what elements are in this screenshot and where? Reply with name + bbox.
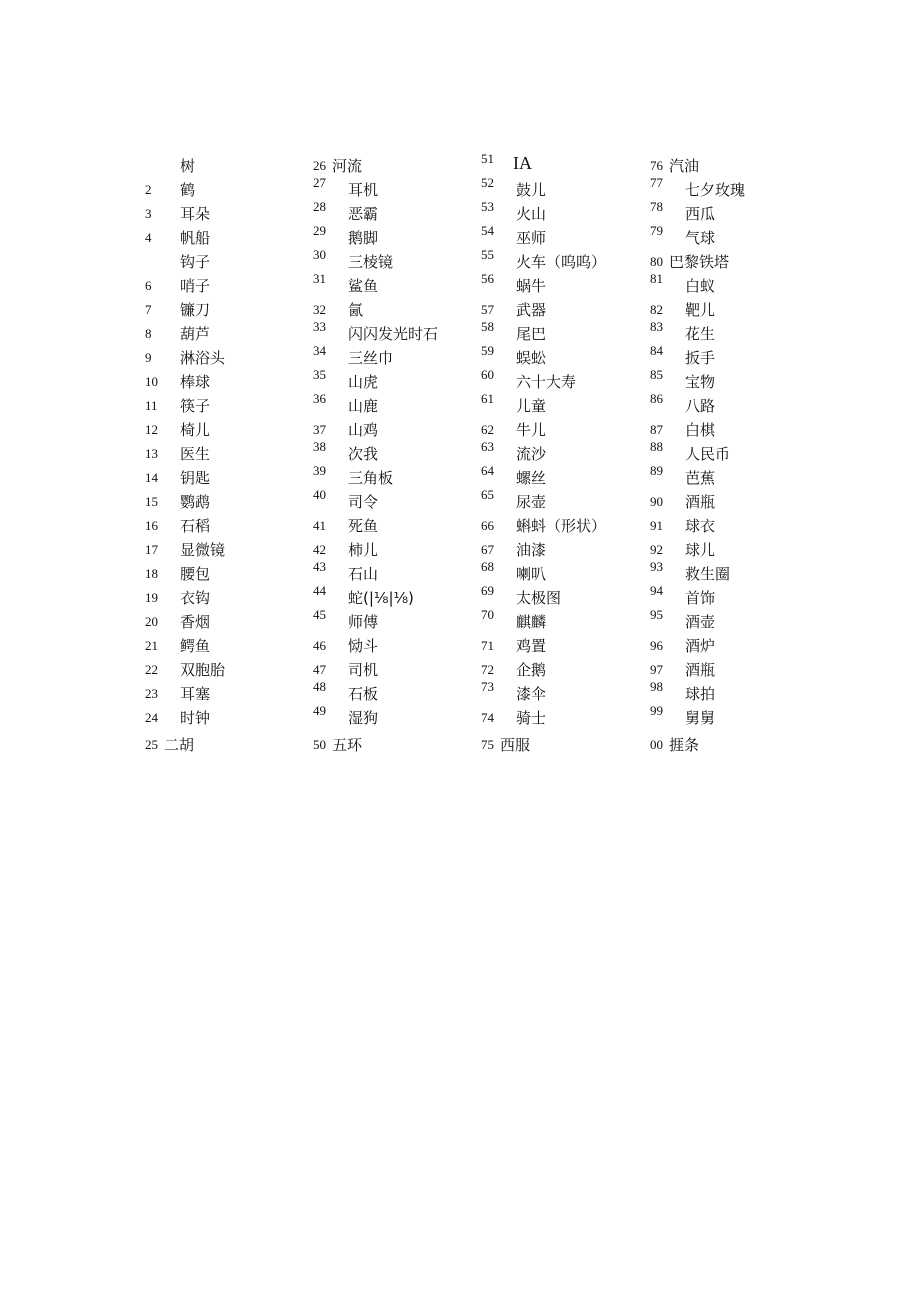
item-number: 29 bbox=[313, 223, 326, 238]
item-number: 75 bbox=[481, 737, 494, 752]
item-number: 28 bbox=[313, 199, 326, 214]
item-word: 恶霸 bbox=[348, 205, 379, 223]
item-number: 60 bbox=[481, 367, 494, 382]
item-word: 武器 bbox=[516, 301, 547, 319]
item-word: 五环 bbox=[332, 736, 363, 754]
item-word: 三角板 bbox=[348, 469, 394, 487]
item-word: 二胡 bbox=[164, 736, 195, 754]
item-number: 4 bbox=[145, 230, 152, 245]
item-number: 95 bbox=[650, 607, 663, 622]
item-number: 35 bbox=[313, 367, 326, 382]
item-word: 三棱镜 bbox=[348, 253, 394, 271]
item-number: 13 bbox=[145, 446, 158, 461]
item-number: 42 bbox=[313, 542, 326, 557]
item-word: 鳄鱼 bbox=[180, 637, 211, 655]
item-number: 18 bbox=[145, 566, 158, 581]
item-word: 石稻 bbox=[180, 517, 211, 535]
item-number: 68 bbox=[481, 559, 494, 574]
item-word: 八路 bbox=[685, 397, 716, 415]
item-word: 火山 bbox=[516, 205, 547, 223]
item-word: 喇叭 bbox=[516, 565, 547, 583]
item-number: 53 bbox=[481, 199, 494, 214]
item-number: 34 bbox=[313, 343, 326, 358]
item-number: 55 bbox=[481, 247, 494, 262]
item-number: 78 bbox=[650, 199, 663, 214]
item-number: 90 bbox=[650, 494, 663, 509]
item-word: 恸斗 bbox=[348, 637, 379, 655]
item-word: 尿壶 bbox=[516, 493, 547, 511]
item-number: 3 bbox=[145, 206, 152, 221]
item-word: 哨子 bbox=[180, 277, 211, 295]
item-number: 10 bbox=[145, 374, 158, 389]
item-number: 80 bbox=[650, 254, 663, 269]
item-number: 93 bbox=[650, 559, 663, 574]
item-word: 蛇(|⅛|⅛) bbox=[348, 589, 414, 607]
item-number: 66 bbox=[481, 518, 494, 533]
item-word: 椅儿 bbox=[180, 421, 211, 439]
item-number: 51 bbox=[481, 151, 494, 166]
item-number: 49 bbox=[313, 703, 326, 718]
item-number: 2 bbox=[145, 182, 152, 197]
item-number: 27 bbox=[313, 175, 326, 190]
item-word: 太极图 bbox=[516, 589, 562, 607]
item-number: 6 bbox=[145, 278, 152, 293]
item-number: 7 bbox=[145, 302, 152, 317]
item-word: 七夕玫瑰 bbox=[685, 181, 746, 199]
item-word: 钩子 bbox=[180, 253, 211, 271]
item-word: IA bbox=[513, 153, 532, 173]
item-number: 25 bbox=[145, 737, 158, 752]
item-word: 钥匙 bbox=[180, 469, 211, 487]
item-number: 67 bbox=[481, 542, 494, 557]
item-word: 山鹿 bbox=[348, 397, 379, 415]
item-number: 82 bbox=[650, 302, 663, 317]
item-word: 师傅 bbox=[348, 613, 379, 631]
item-word: 油漆 bbox=[516, 541, 547, 559]
item-word: 麒麟 bbox=[516, 613, 547, 631]
item-word: 鸡置 bbox=[516, 637, 547, 655]
item-number: 9 bbox=[145, 350, 152, 365]
item-word: 酒壶 bbox=[685, 613, 716, 631]
item-word: 球衣 bbox=[685, 517, 716, 535]
item-word: 蜈蚣 bbox=[516, 349, 547, 367]
item-word: 扳手 bbox=[685, 349, 716, 367]
item-number: 47 bbox=[313, 662, 326, 677]
item-number: 12 bbox=[145, 422, 158, 437]
item-word: 宝物 bbox=[685, 373, 716, 391]
item-number: 45 bbox=[313, 607, 326, 622]
item-number: 94 bbox=[650, 583, 663, 598]
item-number: 24 bbox=[145, 710, 158, 725]
item-word: 酒炉 bbox=[685, 637, 716, 655]
item-number: 40 bbox=[313, 487, 326, 502]
item-word: 企鹅 bbox=[516, 661, 547, 679]
item-word: 螺丝 bbox=[516, 469, 547, 487]
item-word: 花生 bbox=[685, 325, 716, 343]
item-word: 球儿 bbox=[685, 541, 716, 559]
item-word: 尾巴 bbox=[516, 325, 547, 343]
item-word: 西瓜 bbox=[685, 205, 716, 223]
item-word: 人民币 bbox=[685, 445, 731, 463]
item-number: 56 bbox=[481, 271, 494, 286]
item-number: 44 bbox=[313, 583, 326, 598]
item-number: 52 bbox=[481, 175, 494, 190]
item-number: 38 bbox=[313, 439, 326, 454]
item-number: 00 bbox=[650, 737, 663, 752]
item-word: 芭蕉 bbox=[685, 469, 716, 487]
item-word: 首饰 bbox=[685, 589, 716, 607]
item-number: 43 bbox=[313, 559, 326, 574]
item-word: 流沙 bbox=[516, 445, 547, 463]
item-number: 57 bbox=[481, 302, 494, 317]
item-word: 山鸡 bbox=[348, 421, 379, 439]
item-number: 21 bbox=[145, 638, 158, 653]
item-word: 六十大寿 bbox=[516, 373, 577, 391]
item-number: 77 bbox=[650, 175, 663, 190]
item-word: 河流 bbox=[332, 157, 363, 175]
item-number: 14 bbox=[145, 470, 158, 485]
item-word: 西服 bbox=[500, 736, 531, 754]
item-word: 双胞胎 bbox=[180, 661, 226, 679]
item-number: 16 bbox=[145, 518, 158, 533]
item-number: 99 bbox=[650, 703, 663, 718]
item-number: 39 bbox=[313, 463, 326, 478]
item-number: 74 bbox=[481, 710, 494, 725]
item-word: 香烟 bbox=[180, 613, 211, 631]
item-word: 显微镜 bbox=[180, 541, 226, 559]
item-number: 70 bbox=[481, 607, 494, 622]
item-number: 96 bbox=[650, 638, 663, 653]
item-word: 湿狗 bbox=[348, 709, 379, 727]
item-number: 76 bbox=[650, 158, 663, 173]
item-word: 鹦鹉 bbox=[180, 493, 211, 511]
item-number: 30 bbox=[313, 247, 326, 262]
item-word: 医生 bbox=[180, 445, 211, 463]
item-number: 84 bbox=[650, 343, 663, 358]
item-word: 闪闪发光时石 bbox=[348, 325, 439, 343]
item-number: 17 bbox=[145, 542, 158, 557]
item-number: 63 bbox=[481, 439, 494, 454]
item-word: 司令 bbox=[348, 493, 379, 511]
item-number: 97 bbox=[650, 662, 663, 677]
item-number: 71 bbox=[481, 638, 494, 653]
item-word: 酒瓶 bbox=[685, 493, 716, 511]
item-word: 树 bbox=[180, 157, 196, 175]
item-word: 石山 bbox=[348, 565, 379, 583]
item-number: 62 bbox=[481, 422, 494, 437]
item-word: 蝌蚪（形状） bbox=[516, 517, 607, 535]
item-number: 86 bbox=[650, 391, 663, 406]
item-number: 31 bbox=[313, 271, 326, 286]
item-number: 19 bbox=[145, 590, 158, 605]
item-word: 气球 bbox=[685, 229, 716, 247]
item-number: 15 bbox=[145, 494, 158, 509]
item-number: 92 bbox=[650, 542, 663, 557]
item-number: 23 bbox=[145, 686, 158, 701]
item-number: 26 bbox=[313, 158, 326, 173]
item-word: 帆船 bbox=[180, 229, 211, 247]
item-word: 三丝巾 bbox=[348, 349, 394, 367]
item-word: 鹅脚 bbox=[348, 229, 379, 247]
item-number: 20 bbox=[145, 614, 158, 629]
item-word: 牛儿 bbox=[516, 421, 547, 439]
item-word: 漆伞 bbox=[516, 685, 547, 703]
item-number: 91 bbox=[650, 518, 663, 533]
item-word: 救生圈 bbox=[685, 565, 731, 583]
item-word: 司机 bbox=[348, 661, 379, 679]
item-word: 汽油 bbox=[669, 157, 700, 175]
item-word: 耳塞 bbox=[180, 685, 211, 703]
item-word: 耳朵 bbox=[180, 205, 211, 223]
item-number: 64 bbox=[481, 463, 494, 478]
item-word: 氤 bbox=[348, 301, 364, 319]
item-word: 死鱼 bbox=[348, 517, 379, 535]
item-number: 87 bbox=[650, 422, 663, 437]
item-number: 72 bbox=[481, 662, 494, 677]
item-word: 白棋 bbox=[685, 421, 716, 439]
item-word: 儿童 bbox=[516, 397, 547, 415]
item-number: 89 bbox=[650, 463, 663, 478]
item-number: 50 bbox=[313, 737, 326, 752]
item-word: 巴黎铁塔 bbox=[669, 253, 730, 271]
item-number: 83 bbox=[650, 319, 663, 334]
item-word: 骑士 bbox=[516, 709, 547, 727]
item-number: 58 bbox=[481, 319, 494, 334]
item-number: 59 bbox=[481, 343, 494, 358]
item-number: 65 bbox=[481, 487, 494, 502]
item-number: 69 bbox=[481, 583, 494, 598]
item-number: 61 bbox=[481, 391, 494, 406]
item-number: 73 bbox=[481, 679, 494, 694]
item-word: 筷子 bbox=[180, 397, 211, 415]
item-word: 山虎 bbox=[348, 373, 379, 391]
item-number: 48 bbox=[313, 679, 326, 694]
item-number: 37 bbox=[313, 422, 326, 437]
item-word: 石板 bbox=[348, 685, 379, 703]
item-word: 衣钩 bbox=[180, 589, 211, 607]
item-number: 41 bbox=[313, 518, 326, 533]
item-number: 88 bbox=[650, 439, 663, 454]
item-word: 棒球 bbox=[180, 373, 211, 391]
item-word: 耳机 bbox=[348, 181, 379, 199]
item-number: 36 bbox=[313, 391, 326, 406]
item-word: 球拍 bbox=[685, 685, 716, 703]
item-word: 靶儿 bbox=[685, 301, 716, 319]
item-word: 鲨鱼 bbox=[348, 277, 379, 295]
item-number: 22 bbox=[145, 662, 158, 677]
item-number: 54 bbox=[481, 223, 494, 238]
item-word: 腰包 bbox=[180, 565, 211, 583]
item-word: 白蚁 bbox=[685, 277, 716, 295]
item-word: 淋浴头 bbox=[180, 349, 226, 367]
item-word: 葫芦 bbox=[180, 325, 211, 343]
item-number: 32 bbox=[313, 302, 326, 317]
item-number: 33 bbox=[313, 319, 326, 334]
item-word: 舅舅 bbox=[685, 709, 716, 727]
item-word: 酒瓶 bbox=[685, 661, 716, 679]
item-word: 蜗牛 bbox=[516, 277, 547, 295]
item-word: 鹤 bbox=[180, 181, 196, 199]
item-number: 11 bbox=[145, 398, 158, 413]
item-number: 98 bbox=[650, 679, 663, 694]
item-word: 火车（呜呜） bbox=[516, 253, 607, 271]
item-word: 捱条 bbox=[669, 736, 700, 754]
item-number: 81 bbox=[650, 271, 663, 286]
item-word: 巫师 bbox=[516, 229, 547, 247]
item-number: 8 bbox=[145, 326, 152, 341]
item-word: 次我 bbox=[348, 445, 379, 463]
item-number: 46 bbox=[313, 638, 326, 653]
item-word: 柿儿 bbox=[348, 541, 379, 559]
item-word: 镰刀 bbox=[180, 301, 211, 319]
item-number: 79 bbox=[650, 223, 663, 238]
item-word: 时钟 bbox=[180, 709, 211, 727]
item-number: 85 bbox=[650, 367, 663, 382]
item-word: 鼓儿 bbox=[516, 181, 547, 199]
